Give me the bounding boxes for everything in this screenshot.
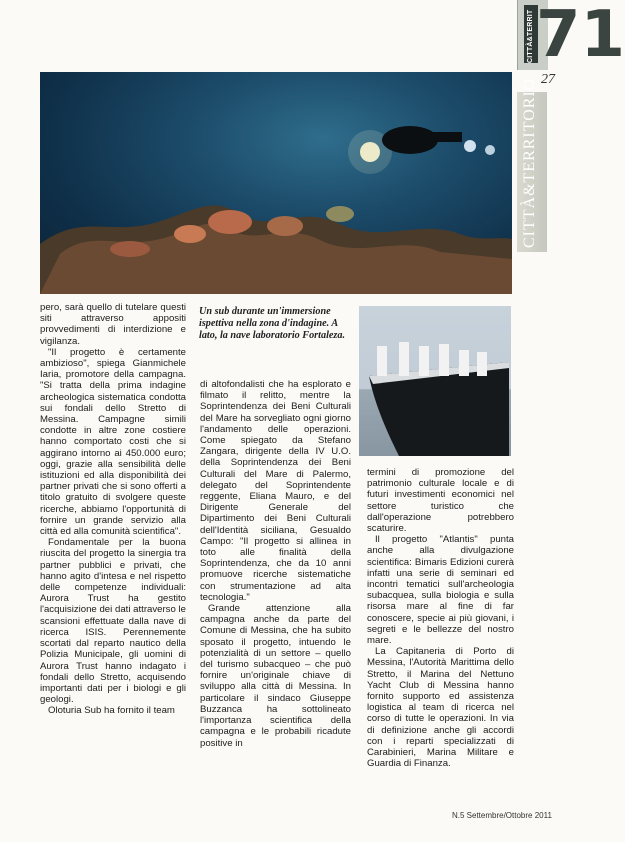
paragraph: Grande attenzione alla campagna anche da parte del Comune di Messina, che ha subito sposato il progetto, intuendo le potenzialità di un settore – quello del turismo subacqueo – che può fornire un'originale chiave di sviluppo alla città di Messina. In particolare il sindaco Giuseppe Buzzanca ha sottolineato l'importanza scientifica della campagna e le probabili ricadute positive in <box>200 603 351 749</box>
diver-reef-photo <box>40 72 512 294</box>
article-column-1 <box>40 302 186 717</box>
magazine-logo: 71 <box>536 0 625 72</box>
paragraph: di altofondalisti che ha esplorato e filmato il relitto, mentre la Soprintendenza dei Beni Culturali del Mare ha sorvegliato ogni giorno l'andamento delle operazioni. Come spiegato da Stefano Zangara, dirigente della IV U.O. della Soprintendenza dei Beni Culturali del Mare di Palermo, delegato del Soprintendente reggente, Eliana Mauro, e del Dirigente Generale del Dipartimento dei Beni Culturali dell'Identità siciliana, Gesualdo Campo: "Il progetto si allinea in toto alle finalità della Soprintendenza, che da 10 anni promuove ricerche sistematiche con strumentazione ad alta tecnologia." <box>200 379 351 603</box>
diver-graphic <box>340 110 500 190</box>
ship-graphic <box>359 306 511 456</box>
paragraph: Oloturia Sub ha fornito il team <box>48 705 175 717</box>
paragraph: "Il progetto è certamente ambizioso", spiega Gianmichele Iaria, promotore della campagna. "Si tratta della prima indagine archeologica sistematica condotta sui fondali dello Stretto di Messina. Campagne simili condotte in altre zone costiere hanno comportato costi che si aggirano intorno ai 450.000 euro; oggi, grazie alla sensibilità delle istituzioni ed alla disponibilità dei partner privati che si sono offerti a titolo gratuito di svolgere queste ricerche, abbiamo l'opportunità di fornire un grande servizio alla città ed alla comunità scientifica". <box>40 346 186 538</box>
issue-footer: N.5 Settembre/Ottobre 2011 <box>452 811 552 820</box>
photo-caption: Un sub durante un'immersione ispettiva nella zona d'indagine. A lato, la nave laboratorio Fortaleza. <box>199 306 346 341</box>
paragraph: Fondamentale per la buona riuscita del progetto la sinergia tra partner pubblici e privati, che hanno agito d'intesa e nel rispetto delle competenze individuali: Aurora Trust ha gestito l'acquisizione dei dati attraverso le scansioni effettuate dalla nave di ricerca ISIS. Perennemente scortati dal reparto nautico della Polizia Municipale, gli uomini di Aurora Trust hanno indagato i fondali dello Stretto, acquisendo importanti dati per i biologi e gli geologi. <box>40 537 186 706</box>
ship-photo <box>359 306 511 456</box>
section-strip-label: CITTÀ&TERRITORIO <box>521 77 538 248</box>
reef-graphic <box>40 174 512 294</box>
paragraph: pero, sarà quello di tutelare questi siti attraverso appositi provvedimenti di interdizione e vigilanza. <box>40 302 186 347</box>
section-tab-label: CITTÀ&TERRIT <box>527 9 534 63</box>
section-strip <box>517 77 547 252</box>
paragraph: termini di promozione del patrimonio culturale locale e di futuri investimenti economici nel settore turistico che dall'operazione potrebbero scaturire. <box>367 467 514 535</box>
article-column-3 <box>367 467 514 769</box>
paragraph: Il progetto "Atlantis" punta anche alla divulgazione scientifica: Bimaris Edizioni curerà infatti una serie di seminari ed incontri tematici sull'archeologia subacquea, sulla biologia e sulla risorsa mare al fine di far conoscere, specie ai più giovani, i segreti e le bellezze del nostro mare. <box>367 534 514 647</box>
paragraph: La Capitaneria di Porto di Messina, l'Autorità Marittima dello Stretto, il Marina del Nettuno Yacht Club di Messina hanno fornito supporto ed assistenza logistica al team di ricerca nel corso di tutte le operazioni. In via di definizione anche gli accordi con i reparti specializzati di Carabinieri, Marina Militare e Guardia di Finanza. <box>367 646 514 770</box>
article-column-2 <box>200 379 351 749</box>
page-number: 27 <box>541 72 555 87</box>
